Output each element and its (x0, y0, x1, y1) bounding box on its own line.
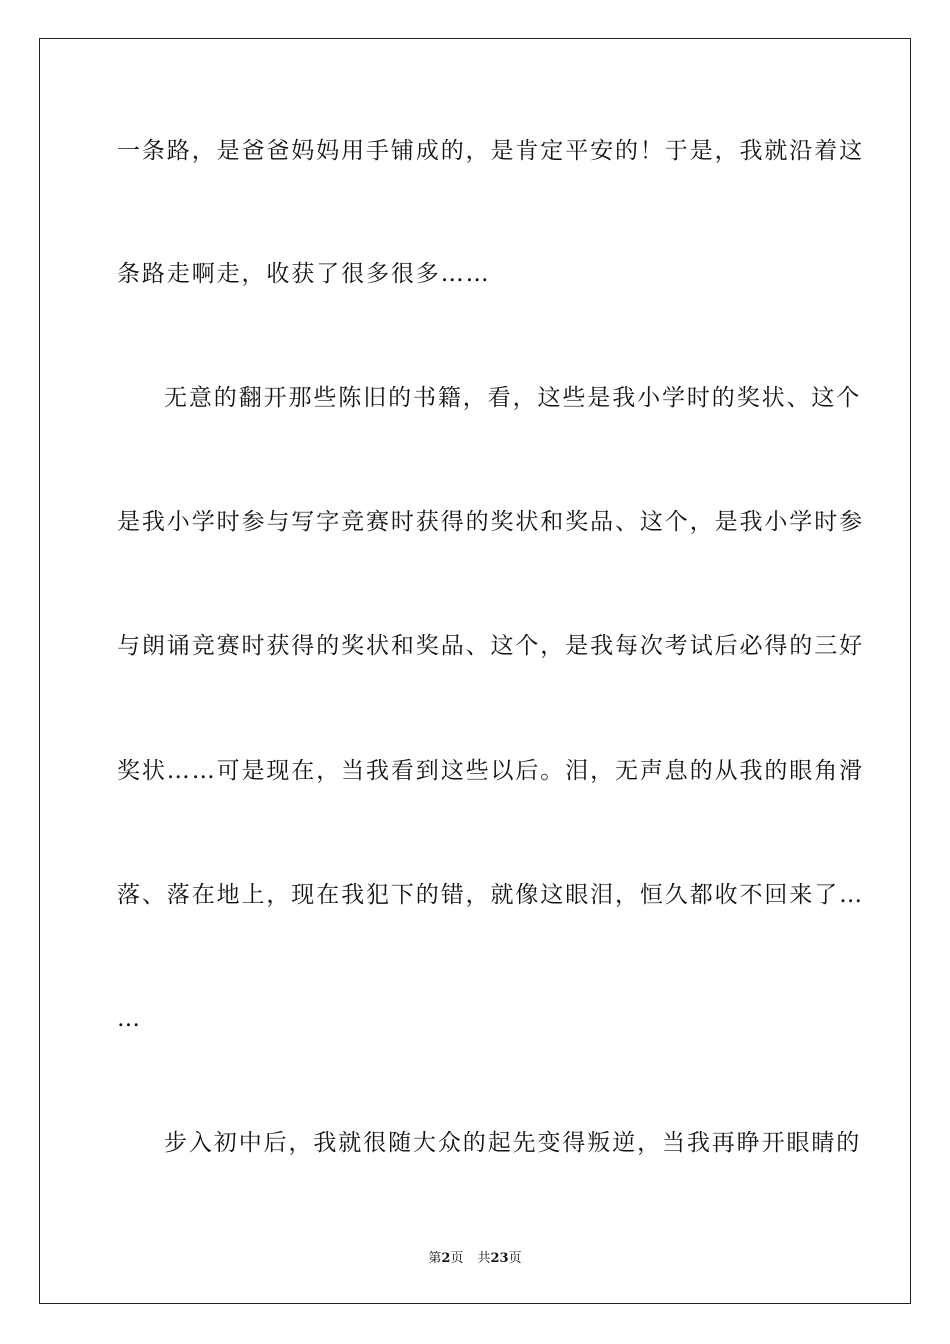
body-text-line: 条路走啊走，收获了很多很多…… (117, 261, 491, 287)
page-suffix: 页 (450, 1251, 464, 1266)
body-text-line: 无意的翻开那些陈旧的书籍，看，这些是我小学时的奖状、这个 (164, 385, 862, 411)
body-text-line: 奖状……可是现在，当我看到这些以后。泪，无声息的从我的眼角滑 (117, 758, 864, 784)
total-prefix: 共 (477, 1251, 491, 1266)
page-footer (0, 1247, 950, 1266)
body-text-line: … (117, 1006, 142, 1032)
page-number: 2 (441, 1251, 451, 1266)
page-border (39, 38, 911, 1304)
page-prefix: 第 (428, 1251, 442, 1266)
total-suffix: 页 (508, 1251, 522, 1266)
body-text-line: 与朗诵竞赛时获得的奖状和奖品、这个，是我每次考试后必得的三好 (117, 633, 864, 659)
body-text-line: 落、落在地上，现在我犯下的错，就像这眼泪，恒久都收不回来了… (117, 882, 864, 908)
body-text-line: 步入初中后，我就很随大众的起先变得叛逆，当我再睁开眼睛的 (164, 1130, 862, 1156)
body-text-line: 一条路，是爸爸妈妈用手铺成的，是肯定平安的！于是，我就沿着这 (117, 138, 864, 164)
body-text-line: 是我小学时参与写字竞赛时获得的奖状和奖品、这个，是我小学时参 (117, 509, 864, 535)
total-pages: 23 (490, 1251, 509, 1266)
